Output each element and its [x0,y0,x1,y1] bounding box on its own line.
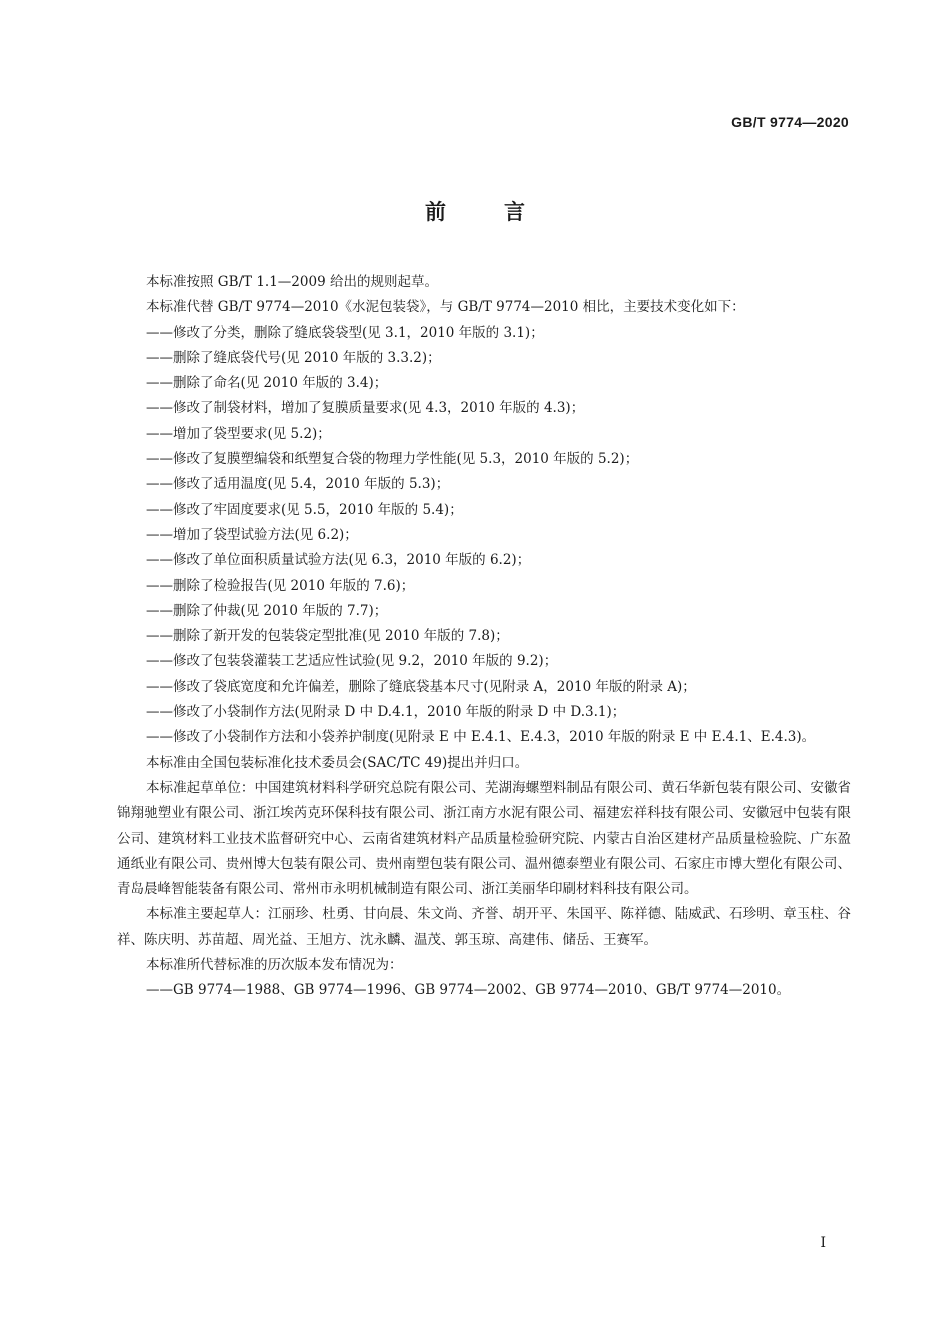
change-item: ——删除了缝底袋代号(见 2010 年版的 3.3.2)； [146,349,441,366]
change-item: ——删除了仲裁(见 2010 年版的 7.7)； [146,602,388,619]
history-list-item: ——GB 9774—1988、GB 9774—1996、GB 9774—2002、GB 9774—2010、GB/T 9774—2010。 [146,982,791,999]
change-item: ——删除了检验报告(见 2010 年版的 7.6)； [146,577,415,594]
replacement-paragraph: 本标准代替 GB/T 9774—2010《水泥包装袋》，与 GB/T 9774—2010 相比，主要技术变化如下： [146,299,745,316]
change-item: ——修改了复膜塑编袋和纸塑复合袋的物理力学性能(见 5.3，2010 年版的 5.2)； [146,451,639,468]
change-item: ——修改了小袋制作方法和小袋养护制度(见附录 E 中 E.4.1、E.4.3，2010 年版的附录 E 中 E.4.1、E.4.3)。 [146,729,816,746]
change-item: ——修改了分类，删除了缝底袋袋型(见 3.1，2010 年版的 3.1)； [146,324,544,341]
proposal-paragraph: 本标准由全国包装标准化技术委员会(SAC/TC 49)提出并归口。 [146,754,529,771]
change-item: ——修改了小袋制作方法(见附录 D 中 D.4.1，2010 年版的附录 D 中 D.3.1)； [146,704,626,721]
change-item: ——修改了包装袋灌装工艺适应性试验(见 9.2，2010 年版的 9.2)； [146,653,558,670]
change-item: ——修改了适用温度(见 5.4，2010 年版的 5.3)； [146,476,450,493]
change-item: ——修改了制袋材料，增加了复膜质量要求(见 4.3，2010 年版的 4.3)； [146,400,585,417]
change-item: ——修改了单位面积质量试验方法(见 6.3，2010 年版的 6.2)； [146,552,531,569]
change-item: ——修改了袋底宽度和允许偏差，删除了缝底袋基本尺寸(见附录 A，2010 年版的附录 A)； [146,678,696,695]
change-item: ——删除了命名(见 2010 年版的 3.4)； [146,375,388,392]
change-item: ——删除了新开发的包装袋定型批准(见 2010 年版的 7.8)； [146,628,509,645]
drafting-rule-paragraph: 本标准按照 GB/T 1.1—2009 给出的规则起草。 [146,274,438,290]
foreword-body [117,270,851,1004]
drafting-units-paragraph: 本标准起草单位：中国建筑材料科学研究总院有限公司、芜湖海螺塑料制品有限公司、黄石华新包装有限公司、安徽省锦翔驰塑业有限公司、浙江埃芮克环保科技有限公司、浙江南方水泥有限公司、福建宏祥科技有限公司、安徽冠中包装有限公司、建筑材料工业技术监督研究中心、云南省建筑材料产品质量检验研究院、内蒙古自治区建材产品质量检验院、广东盈通纸业有限公司、贵州博大包装有限公司、贵州南塑包装有限公司、温州德泰塑业有限公司、石家庄市博大塑化有限公司、青岛晨峰智能装备有限公司、常州市永明机械制造有限公司、浙江美丽华印刷材料科技有限公司。 [117,779,851,898]
change-item: ——增加了袋型要求(见 5.2)； [146,425,331,442]
change-item: ——增加了袋型试验方法(见 6.2)； [146,526,358,543]
history-intro-paragraph: 本标准所代替标准的历次版本发布情况为： [146,957,403,974]
drafters-paragraph: 本标准主要起草人：江丽珍、杜勇、甘向晨、朱文尚、齐誉、胡开平、朱国平、陈祥德、陆威武、石珍明、章玉柱、谷祥、陈庆明、苏苗超、周光益、王旭方、沈永麟、温茂、郭玉琼、高建伟、储岳、王赛军。 [117,906,851,948]
page-title: 前言 [425,200,583,224]
change-item: ——修改了牢固度要求(见 5.5，2010 年版的 5.4)； [146,501,463,518]
standard-number: GB/T 9774—2020 [731,114,849,130]
page-number: I [820,1235,826,1251]
